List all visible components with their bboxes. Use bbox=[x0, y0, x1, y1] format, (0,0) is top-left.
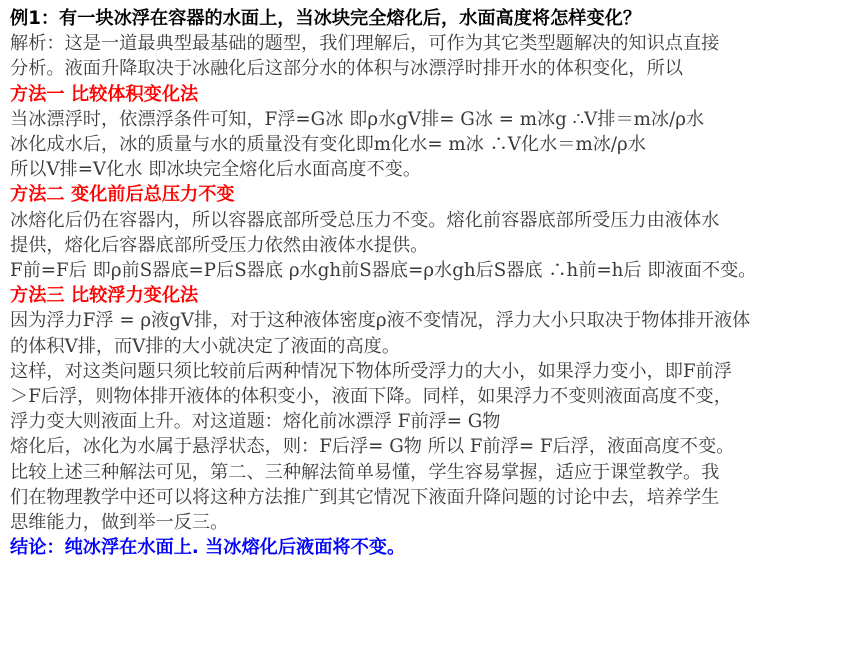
method2-heading: 方法二 变化前后总压力不变 bbox=[10, 184, 235, 206]
method1-line-1: 当冰漂浮时，依漂浮条件可知，F浮=G冰 即ρ水gV排= G冰 = m冰g ∴V排＝m冰/ρ水 bbox=[10, 108, 705, 130]
method3-heading: 方法三 比较浮力变化法 bbox=[10, 285, 199, 307]
conclusion-line: 结论：纯冰浮在水面上. 当冰熔化后液面将不变。 bbox=[10, 537, 406, 559]
method3-line-1: 因为浮力F浮 = ρ液gV排，对于这种液体密度ρ液不变情况，浮力大小只取决于物体排开液体 bbox=[10, 310, 751, 332]
method1-line-3: 所以V排=V化水 即冰块完全熔化后水面高度不变。 bbox=[10, 159, 422, 181]
method2-formula: F前=F后 即ρ前S器底=P后S器底 ρ水gh前S器底=ρ水gh后S器底 ∴h前=h后 即液面不变。 bbox=[10, 260, 757, 282]
method3-line-9: 思维能力，做到举一反三。 bbox=[10, 512, 229, 534]
method3-line-5: 浮力变大则液面上升。对这道题：熔化前冰漂浮 F前浮= G物 bbox=[10, 411, 501, 433]
method3-line-7: 比较上述三种解法可见，第二、三种解法简单易懂，学生容易掌握，适应于课堂教学。我 bbox=[10, 461, 720, 483]
method2-line-1: 冰熔化后仍在容器内，所以容器底部所受总压力不变。熔化前容器底部所受压力由液体水 bbox=[10, 209, 720, 231]
analysis-line-2: 分析。液面升降取决于冰融化后这部分水的体积与冰漂浮时排开水的体积变化，所以 bbox=[10, 58, 683, 80]
method1-heading: 方法一 比较体积变化法 bbox=[10, 83, 199, 105]
method2-line-2: 提供，熔化后容器底部所受压力依然由液体水提供。 bbox=[10, 234, 429, 256]
example-title: 例1：有一块冰浮在容器的水面上，当冰块完全熔化后，水面高度将怎样变化？ bbox=[10, 8, 642, 29]
method3-line-2: 的体积V排，而V排的大小就决定了液面的高度。 bbox=[10, 335, 401, 357]
method3-line-3: 这样，对这类问题只须比较前后两种情况下物体所受浮力的大小，如果浮力变小，即F前浮 bbox=[10, 360, 732, 382]
method3-line-6: 熔化后，冰化为水属于悬浮状态，则：F后浮= G物 所以 F前浮= F后浮，液面高度不变。 bbox=[10, 436, 735, 458]
method3-line-4: ＞F后浮，则物体排开液体的体积变小，液面下降。同样，如果浮力不变则液面高度不变， bbox=[10, 386, 732, 408]
analysis-line-1: 解析：这是一道最典型最基础的题型，我们理解后，可作为其它类型题解决的知识点直接 bbox=[10, 33, 720, 55]
method1-line-2: 冰化成水后，冰的质量与水的质量没有变化即m化水= m冰 ∴V化水＝m冰/ρ水 bbox=[10, 134, 646, 156]
method3-line-8: 们在物理教学中还可以将这种方法推广到其它情况下液面升降问题的讨论中去，培养学生 bbox=[10, 486, 720, 508]
